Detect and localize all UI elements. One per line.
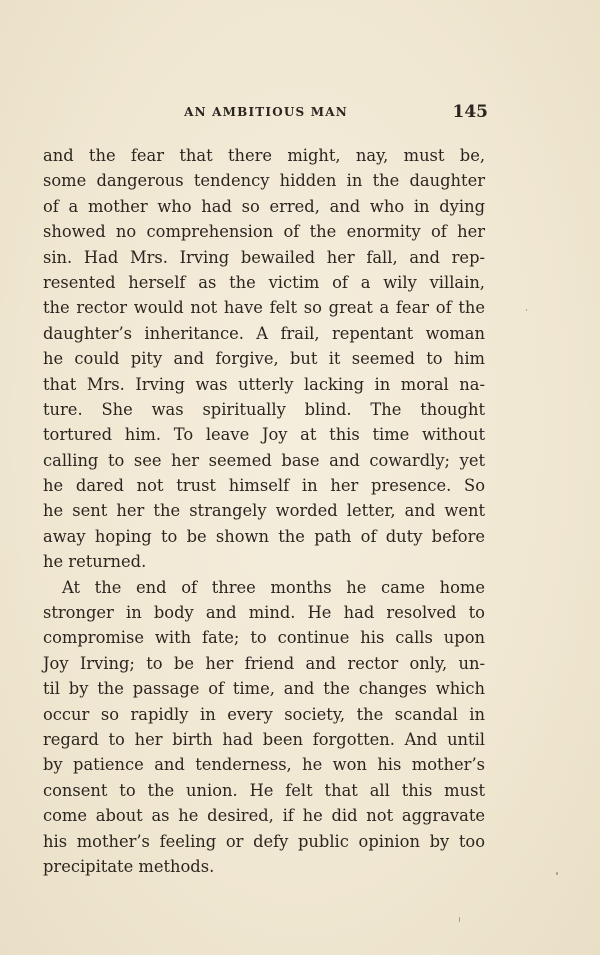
paper-speck	[526, 309, 527, 311]
text-line: he could pity and forgive, but it seemed to him	[43, 349, 485, 369]
text-line: of a mother who had so erred, and who in dying	[43, 196, 485, 216]
text-line: tortured him. To leave Joy at this time without	[43, 425, 485, 445]
text-line: til by the passage of time, and the changes which	[43, 679, 485, 699]
text-line: his mother’s feeling or defy public opinion by too	[43, 831, 485, 851]
paragraph-2	[43, 575, 485, 880]
text-line: consent to the union. He felt that all this must	[43, 780, 485, 800]
paragraph-1	[43, 143, 485, 575]
text-line: occur so rapidly in every society, the scandal in	[43, 704, 485, 724]
running-title: AN AMBITIOUS MAN	[184, 105, 348, 119]
text-line: away hoping to be shown the path of duty before	[43, 526, 485, 546]
paper-speck	[556, 872, 558, 875]
text-line: Joy Irving; to be her friend and rector only, un-	[43, 653, 485, 673]
text-line: he dared not trust himself in her presence. So	[43, 476, 485, 496]
text-line: sin. Had Mrs. Irving bewailed her fall, and rep-	[43, 247, 485, 267]
text-line: some dangerous tendency hidden in the daughter	[43, 171, 485, 191]
text-line: resented herself as the victim of a wily villain,	[43, 272, 485, 292]
text-line: by patience and tenderness, he won his mother’s	[43, 755, 485, 775]
text-line: compromise with fate; to continue his calls upon	[43, 628, 485, 648]
text-line: that Mrs. Irving was utterly lacking in moral na-	[43, 374, 485, 394]
text-line: calling to see her seemed base and cowardly; yet	[43, 450, 485, 470]
text-line: regard to her birth had been forgotten. And until	[43, 729, 485, 749]
text-line: the rector would not have felt so great a fear of the	[43, 298, 485, 318]
text-line: come about as he desired, if he did not aggravate	[43, 806, 485, 826]
text-line: At the end of three months he came home	[62, 577, 485, 597]
text-line: he sent her the strangely worded letter, and went	[43, 501, 485, 521]
paper-speck	[459, 917, 460, 922]
text-line: showed no comprehension of the enormity of her	[43, 222, 485, 242]
text-line: and the fear that there might, nay, must be,	[43, 146, 485, 165]
text-line: daughter’s inheritance. A frail, repentant woman	[43, 323, 485, 343]
running-head	[42, 101, 490, 123]
text-line: ture. She was spiritually blind. The thought	[43, 399, 485, 419]
text-line: precipitate methods.	[43, 856, 215, 876]
page-number: 145	[452, 102, 488, 122]
text-line: stronger in body and mind. He had resolved to	[43, 603, 485, 623]
text-line: he returned.	[43, 552, 147, 572]
body-text	[43, 143, 485, 879]
